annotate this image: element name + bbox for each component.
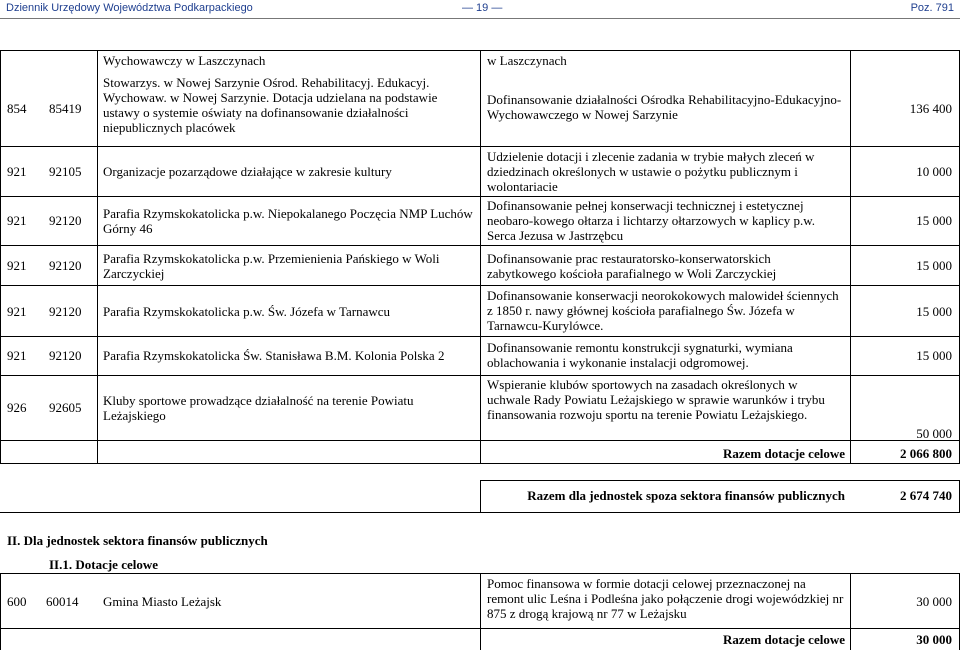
row-name-5: Parafia Rzymskokatolicka p.w. Św. Józefa w Tarnawcu [103, 304, 391, 319]
row-name-1: Stowarzys. w Nowej Sarzynie Ośrod. Rehabilitacyj. Edukacyj. Wychowaw. w Nowej Sarzynie. Dotacja udzielana na podstawie ustawy o systemie oświaty na dofinansowanie działalności niepublicznych placówek [103, 75, 438, 135]
row-dzial-5: 921 [7, 304, 27, 319]
row-dzial-3: 921 [7, 213, 27, 228]
row2-desc: Pomoc finansowa w formie dotacji celowej przeznaczonej na remont ulic Leśna i Podleśna jako połączenie drogi wojewódzkiej nr 875 z drogą krajową nr 77 w Leżajsku [487, 576, 844, 621]
row-desc-0: w Laszczynach [487, 53, 567, 68]
total-label-1: Razem dotacje celowe [723, 446, 845, 461]
row-amount-1: 136 400 [909, 101, 952, 116]
row-dzial-4: 921 [7, 258, 27, 273]
row-amount-7: 50 000 [916, 426, 952, 441]
section-subtitle: II.1. Dotacje celowe [49, 557, 159, 572]
row-dzial-6: 921 [7, 348, 27, 363]
row-rozdzial-4: 92120 [49, 258, 82, 273]
page-header [0, 0, 960, 19]
row-rozdzial-3: 92120 [49, 213, 82, 228]
row-desc-4: Dofinansowanie prac restauratorsko-konserwatorskich zabytkowego kościoła parafialnego w Woli Zarczyckiej [487, 251, 777, 281]
row-name-3: Parafia Rzymskokatolicka p.w. Niepokalanego Poczęcia NMP Luchów Górny 46 [103, 206, 473, 236]
row-desc-6: Dofinansowanie remontu konstrukcji sygnaturki, wymiana oblachowania i wykonanie instalacji odgromowej. [487, 340, 793, 370]
row-name-2: Organizacje pozarządowe działające w zakresie kultury [103, 164, 392, 179]
row-desc-7: Wspieranie klubów sportowych na zasadach określonych w uchwale Rady Powiatu Leżajskiego w sprawie warunków i trybu finansowania rozwoju sportu na terenie Powiatu Leżajskiego. [487, 377, 825, 422]
total-label-3: Razem dotacje celowe [723, 632, 845, 647]
row-amount-3: 15 000 [916, 213, 952, 228]
row-desc-5: Dofinansowanie konserwacji neorokokowych malowideł ściennych z 1850 r. nawy głównej kościoła parafialnego Św. Józefa w Tarnawcu-Kurylówce. [487, 288, 839, 333]
row-amount-6: 15 000 [916, 348, 952, 363]
row-amount-4: 15 000 [916, 258, 952, 273]
total-amount-1: 2 066 800 [900, 446, 952, 461]
total-amount-2: 2 674 740 [900, 488, 952, 503]
row-dzial-7: 926 [7, 400, 27, 415]
row2-amount: 30 000 [916, 594, 952, 609]
row-name-6: Parafia Rzymskokatolicka Św. Stanisława B.M. Kolonia Polska 2 [103, 348, 445, 363]
journal-title: Dziennik Urzędowy Województwa Podkarpackiego [6, 2, 253, 14]
position-number: Poz. 791 [910, 2, 954, 14]
row-desc-2: Udzielenie dotacji i zlecenie zadania w trybie małych zleceń w dziedzinach określonych w ustawie o pożytku publicznym i wolontariacie [487, 149, 815, 194]
row-rozdzial-2: 92105 [49, 164, 82, 179]
row-amount-2: 10 000 [916, 164, 952, 179]
row-rozdzial-7: 92605 [49, 400, 82, 415]
row-desc-1: Dofinansowanie działalności Ośrodka Rehabilitacyjno-Edukacyjno-Wychowawczego w Nowej Sarzynie [487, 92, 842, 122]
section-title: II. Dla jednostek sektora finansów publicznych [7, 533, 268, 548]
row-dzial-1: 854 [7, 101, 27, 116]
row-rozdzial-5: 92120 [49, 304, 82, 319]
row-name-0: Wychowawczy w Laszczynach [103, 53, 266, 68]
row2-dzial: 600 [7, 594, 27, 609]
row2-name: Gmina Miasto Leżajsk [103, 594, 222, 609]
row-rozdzial-6: 92120 [49, 348, 82, 363]
row-name-7: Kluby sportowe prowadzące działalność na terenie Powiatu Leżajskiego [103, 393, 414, 423]
row-name-4: Parafia Rzymskokatolicka p.w. Przemienienia Pańskiego w Woli Zarczyckiej [103, 251, 440, 281]
row-desc-3: Dofinansowanie pełnej konserwacji technicznej i estetycznej neobaro-kowego ołtarza i lichtarzy ołtarzowych w kaplicy p.w. Serca Jezusa w Jastrzębcu [487, 198, 816, 243]
row2-rozdzial: 60014 [46, 594, 79, 609]
row-amount-5: 15 000 [916, 304, 952, 319]
row-rozdzial-1: 85419 [49, 101, 82, 116]
row-dzial-2: 921 [7, 164, 27, 179]
total-amount-3: 30 000 [916, 632, 952, 647]
total-label-2: Razem dla jednostek spoza sektora finansów publicznych [527, 488, 845, 503]
page-number: — 19 — [462, 2, 503, 14]
